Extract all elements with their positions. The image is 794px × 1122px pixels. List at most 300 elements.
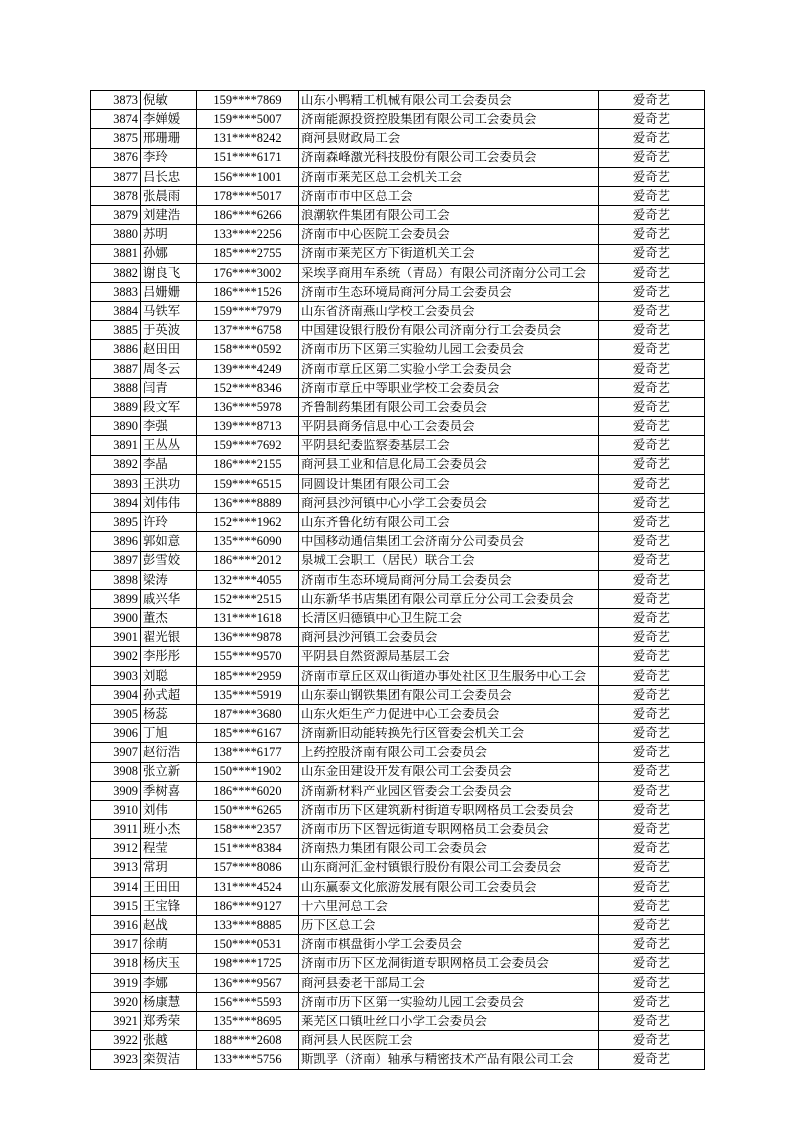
cell-masked-phone: 152****1962 <box>197 513 299 532</box>
cell-organization <box>299 263 599 282</box>
table-row <box>91 282 705 301</box>
cell-organization-text: 商河县委老干部局工会 <box>301 976 425 989</box>
cell-person-name: 马铁军 <box>141 302 197 321</box>
cell-organization-text: 商河县财政局工会 <box>301 132 401 145</box>
cell-platform-tag: 爱奇艺 <box>599 148 705 167</box>
cell-sequence-number: 3913 <box>91 858 141 877</box>
table-row <box>91 935 705 954</box>
cell-masked-phone: 136****5978 <box>197 398 299 417</box>
cell-person-name: 李晶 <box>141 455 197 474</box>
table-row <box>91 91 705 110</box>
cell-masked-phone: 187****3680 <box>197 705 299 724</box>
cell-sequence-number: 3875 <box>91 129 141 148</box>
cell-platform-tag: 爱奇艺 <box>599 685 705 704</box>
cell-person-name: 刘建浩 <box>141 206 197 225</box>
cell-sequence-number: 3888 <box>91 378 141 397</box>
cell-organization-text: 山东齐鲁化纺有限公司工会 <box>301 516 450 529</box>
cell-platform-tag: 爱奇艺 <box>599 1050 705 1069</box>
cell-sequence-number: 3917 <box>91 935 141 954</box>
cell-organization <box>299 839 599 858</box>
cell-organization <box>299 570 599 589</box>
cell-organization <box>299 244 599 263</box>
cell-organization <box>299 532 599 551</box>
table-row <box>91 129 705 148</box>
cell-masked-phone: 159****5007 <box>197 110 299 129</box>
cell-organization-text: 济南市中心医院工会委员会 <box>301 228 450 241</box>
cell-person-name: 杨蕊 <box>141 705 197 724</box>
cell-organization-text: 济南能源投资控股集团有限公司工会委员会 <box>301 113 537 126</box>
cell-person-name: 李强 <box>141 417 197 436</box>
cell-platform-tag: 爱奇艺 <box>599 589 705 608</box>
cell-platform-tag: 爱奇艺 <box>599 743 705 762</box>
cell-organization <box>299 110 599 129</box>
cell-organization <box>299 129 599 148</box>
table-row <box>91 589 705 608</box>
cell-organization <box>299 954 599 973</box>
cell-organization-text: 齐鲁制药集团有限公司工会委员会 <box>301 400 487 414</box>
cell-organization <box>299 666 599 685</box>
table-row <box>91 570 705 589</box>
cell-masked-phone: 156****1001 <box>197 167 299 186</box>
cell-sequence-number: 3900 <box>91 609 141 628</box>
cell-organization-text: 山东新华书店集团有限公司章丘分公司工会委员会 <box>301 592 574 606</box>
cell-organization-text: 历下区总工会 <box>301 918 376 932</box>
table-row <box>91 781 705 800</box>
cell-masked-phone: 186****2155 <box>197 455 299 474</box>
cell-masked-phone: 150****1902 <box>197 762 299 781</box>
cell-masked-phone: 135****6090 <box>197 532 299 551</box>
cell-organization-text: 济南新材料产业园区管委会工会委员会 <box>301 784 512 798</box>
cell-person-name: 赵田田 <box>141 340 197 359</box>
cell-person-name: 杨庆玉 <box>141 954 197 973</box>
cell-organization-text: 济南森峰激光科技股份有限公司工会委员会 <box>301 151 537 164</box>
table-row <box>91 474 705 493</box>
cell-organization-text: 济南市生态环境局商河分局工会委员会 <box>301 573 512 586</box>
cell-person-name: 栾贺洁 <box>141 1050 197 1069</box>
cell-person-name: 苏明 <box>141 225 197 244</box>
cell-platform-tag: 爱奇艺 <box>599 666 705 685</box>
cell-person-name: 李玲 <box>141 148 197 167</box>
cell-platform-tag: 爱奇艺 <box>599 378 705 397</box>
cell-person-name: 周冬云 <box>141 359 197 378</box>
cell-organization-text: 济南市棋盘街小学工会委员会 <box>301 938 463 951</box>
cell-platform-tag: 爱奇艺 <box>599 1012 705 1031</box>
cell-organization-text: 济南市市中区总工会 <box>301 189 413 203</box>
cell-person-name: 程莹 <box>141 839 197 858</box>
cell-sequence-number: 3891 <box>91 436 141 455</box>
cell-sequence-number: 3921 <box>91 1012 141 1031</box>
cell-organization <box>299 820 599 839</box>
cell-sequence-number: 3892 <box>91 455 141 474</box>
cell-organization-text: 十六里河总工会 <box>301 899 388 913</box>
cell-sequence-number: 3911 <box>91 820 141 839</box>
cell-person-name: 刘聪 <box>141 666 197 685</box>
cell-person-name: 张越 <box>141 1031 197 1050</box>
table-row <box>91 455 705 474</box>
cell-organization-text: 济南热力集团有限公司工会委员会 <box>301 842 487 855</box>
table-row <box>91 321 705 340</box>
cell-organization <box>299 167 599 186</box>
table-row <box>91 225 705 244</box>
roster-table-body <box>91 91 705 1070</box>
cell-masked-phone: 186****1526 <box>197 282 299 301</box>
cell-organization <box>299 225 599 244</box>
cell-masked-phone: 151****8384 <box>197 839 299 858</box>
table-row <box>91 705 705 724</box>
cell-platform-tag: 爱奇艺 <box>599 647 705 666</box>
cell-organization-text: 济南市章丘区双山街道办事处社区卫生服务中心工会 <box>301 669 586 682</box>
cell-organization <box>299 743 599 762</box>
cell-masked-phone: 136****9567 <box>197 973 299 992</box>
cell-organization-text: 济南市莱芜区方下街道机关工会 <box>301 247 475 260</box>
table-row <box>91 167 705 186</box>
cell-masked-phone: 137****6758 <box>197 321 299 340</box>
cell-person-name: 王洪功 <box>141 474 197 493</box>
cell-person-name: 王宝锋 <box>141 896 197 915</box>
table-row <box>91 493 705 512</box>
cell-platform-tag: 爱奇艺 <box>599 992 705 1011</box>
table-row <box>91 340 705 359</box>
cell-organization-text: 中国移动通信集团工会济南分公司委员会 <box>301 535 525 548</box>
cell-platform-tag: 爱奇艺 <box>599 513 705 532</box>
table-row <box>91 858 705 877</box>
cell-platform-tag: 爱奇艺 <box>599 705 705 724</box>
table-row <box>91 359 705 378</box>
cell-sequence-number: 3881 <box>91 244 141 263</box>
cell-person-name: 吕长忠 <box>141 167 197 186</box>
cell-masked-phone: 131****8242 <box>197 129 299 148</box>
table-row <box>91 647 705 666</box>
cell-platform-tag: 爱奇艺 <box>599 91 705 110</box>
cell-platform-tag: 爱奇艺 <box>599 781 705 800</box>
cell-person-name: 许玲 <box>141 513 197 532</box>
cell-person-name: 孙娜 <box>141 244 197 263</box>
table-row <box>91 148 705 167</box>
cell-person-name: 常玥 <box>141 858 197 877</box>
cell-masked-phone: 159****7692 <box>197 436 299 455</box>
table-row <box>91 532 705 551</box>
cell-organization <box>299 1050 599 1069</box>
cell-masked-phone: 158****0592 <box>197 340 299 359</box>
table-row <box>91 513 705 532</box>
cell-sequence-number: 3894 <box>91 493 141 512</box>
cell-organization-text: 平阴县自然资源局基层工会 <box>301 650 450 663</box>
cell-masked-phone: 176****3002 <box>197 263 299 282</box>
table-row <box>91 110 705 129</box>
cell-organization-text: 济南市莱芜区总工会机关工会 <box>301 170 463 184</box>
cell-sequence-number: 3890 <box>91 417 141 436</box>
table-row <box>91 186 705 205</box>
cell-sequence-number: 3887 <box>91 359 141 378</box>
cell-platform-tag: 爱奇艺 <box>599 628 705 647</box>
cell-masked-phone: 138****6177 <box>197 743 299 762</box>
cell-sequence-number: 3882 <box>91 263 141 282</box>
cell-organization <box>299 321 599 340</box>
cell-sequence-number: 3889 <box>91 398 141 417</box>
cell-masked-phone: 133****2256 <box>197 225 299 244</box>
cell-sequence-number: 3906 <box>91 724 141 743</box>
cell-organization <box>299 973 599 992</box>
table-row <box>91 1050 705 1069</box>
cell-masked-phone: 185****6167 <box>197 724 299 743</box>
cell-person-name: 王田田 <box>141 877 197 896</box>
cell-sequence-number: 3884 <box>91 302 141 321</box>
cell-masked-phone: 139****8713 <box>197 417 299 436</box>
cell-organization <box>299 1012 599 1031</box>
cell-organization <box>299 206 599 225</box>
cell-person-name: 郑秀荣 <box>141 1012 197 1031</box>
cell-platform-tag: 爱奇艺 <box>599 916 705 935</box>
cell-sequence-number: 3896 <box>91 532 141 551</box>
cell-sequence-number: 3915 <box>91 896 141 915</box>
table-row <box>91 244 705 263</box>
cell-masked-phone: 131****1618 <box>197 609 299 628</box>
cell-organization <box>299 685 599 704</box>
cell-masked-phone: 178****5017 <box>197 186 299 205</box>
cell-platform-tag: 爱奇艺 <box>599 359 705 378</box>
cell-organization-text: 山东赢泰文化旅游发展有限公司工会委员会 <box>301 880 537 893</box>
table-row <box>91 916 705 935</box>
cell-sequence-number: 3922 <box>91 1031 141 1050</box>
cell-platform-tag: 爱奇艺 <box>599 474 705 493</box>
cell-platform-tag: 爱奇艺 <box>599 762 705 781</box>
cell-platform-tag: 爱奇艺 <box>599 417 705 436</box>
cell-organization <box>299 148 599 167</box>
cell-organization <box>299 436 599 455</box>
cell-sequence-number: 3878 <box>91 186 141 205</box>
cell-organization-text: 中国建设银行股份有限公司济南分行工会委员会 <box>301 324 562 337</box>
table-row <box>91 398 705 417</box>
cell-sequence-number: 3886 <box>91 340 141 359</box>
cell-platform-tag: 爱奇艺 <box>599 167 705 186</box>
cell-masked-phone: 150****0531 <box>197 935 299 954</box>
cell-platform-tag: 爱奇艺 <box>599 820 705 839</box>
cell-platform-tag: 爱奇艺 <box>599 973 705 992</box>
cell-person-name: 徐萌 <box>141 935 197 954</box>
cell-person-name: 倪敏 <box>141 91 197 110</box>
cell-sequence-number: 3893 <box>91 474 141 493</box>
cell-masked-phone: 131****4524 <box>197 877 299 896</box>
table-row <box>91 378 705 397</box>
table-row <box>91 436 705 455</box>
cell-organization-text: 商河县沙河镇工会委员会 <box>301 631 438 644</box>
cell-masked-phone: 186****2012 <box>197 551 299 570</box>
cell-organization-text: 商河县人民医院工会 <box>301 1034 413 1047</box>
cell-platform-tag: 爱奇艺 <box>599 186 705 205</box>
cell-organization-text: 平阴县商务信息中心工会委员会 <box>301 420 475 433</box>
cell-masked-phone: 136****8889 <box>197 493 299 512</box>
table-row <box>91 551 705 570</box>
cell-masked-phone: 139****4249 <box>197 359 299 378</box>
cell-sequence-number: 3912 <box>91 839 141 858</box>
cell-sequence-number: 3920 <box>91 992 141 1011</box>
table-row <box>91 417 705 436</box>
cell-person-name: 孙式超 <box>141 685 197 704</box>
table-row <box>91 973 705 992</box>
cell-organization-text: 采埃孚商用车系统（青岛）有限公司济南分公司工会 <box>301 266 586 279</box>
cell-platform-tag: 爱奇艺 <box>599 455 705 474</box>
cell-sequence-number: 3883 <box>91 282 141 301</box>
table-row <box>91 743 705 762</box>
cell-sequence-number: 3897 <box>91 551 141 570</box>
cell-person-name: 邢珊珊 <box>141 129 197 148</box>
cell-sequence-number: 3918 <box>91 954 141 973</box>
table-row <box>91 724 705 743</box>
table-row <box>91 839 705 858</box>
cell-person-name: 翟光银 <box>141 628 197 647</box>
cell-sequence-number: 3877 <box>91 167 141 186</box>
cell-platform-tag: 爱奇艺 <box>599 532 705 551</box>
cell-organization <box>299 762 599 781</box>
cell-organization <box>299 551 599 570</box>
cell-sequence-number: 3908 <box>91 762 141 781</box>
table-row <box>91 800 705 819</box>
table-row <box>91 877 705 896</box>
cell-platform-tag: 爱奇艺 <box>599 398 705 417</box>
cell-organization <box>299 378 599 397</box>
cell-masked-phone: 186****6266 <box>197 206 299 225</box>
cell-organization <box>299 91 599 110</box>
cell-person-name: 彭雪姣 <box>141 551 197 570</box>
cell-sequence-number: 3895 <box>91 513 141 532</box>
cell-masked-phone: 133****8885 <box>197 916 299 935</box>
cell-masked-phone: 185****2755 <box>197 244 299 263</box>
cell-organization <box>299 896 599 915</box>
cell-platform-tag: 爱奇艺 <box>599 340 705 359</box>
cell-organization <box>299 186 599 205</box>
cell-sequence-number: 3916 <box>91 916 141 935</box>
table-row <box>91 896 705 915</box>
cell-organization <box>299 474 599 493</box>
cell-sequence-number: 3873 <box>91 91 141 110</box>
cell-masked-phone: 156****5593 <box>197 992 299 1011</box>
cell-organization-text: 山东泰山钢铁集团有限公司工会委员会 <box>301 688 512 702</box>
cell-platform-tag: 爱奇艺 <box>599 263 705 282</box>
cell-organization-text: 济南市历下区智远街道专职网格员工会委员会 <box>301 823 549 836</box>
cell-organization-text: 莱芜区口镇吐丝口小学工会委员会 <box>301 1014 487 1028</box>
cell-platform-tag: 爱奇艺 <box>599 935 705 954</box>
cell-organization <box>299 609 599 628</box>
cell-organization <box>299 992 599 1011</box>
cell-masked-phone: 151****6171 <box>197 148 299 167</box>
cell-organization <box>299 628 599 647</box>
cell-organization <box>299 1031 599 1050</box>
cell-sequence-number: 3919 <box>91 973 141 992</box>
cell-person-name: 戚兴华 <box>141 589 197 608</box>
cell-organization <box>299 647 599 666</box>
cell-sequence-number: 3876 <box>91 148 141 167</box>
cell-sequence-number: 3880 <box>91 225 141 244</box>
cell-organization <box>299 282 599 301</box>
cell-organization-text: 山东火炬生产力促进中心工会委员会 <box>301 707 500 721</box>
cell-masked-phone: 133****5756 <box>197 1050 299 1069</box>
cell-organization <box>299 302 599 321</box>
cell-platform-tag: 爱奇艺 <box>599 570 705 589</box>
table-row <box>91 685 705 704</box>
cell-sequence-number: 3903 <box>91 666 141 685</box>
cell-platform-tag: 爱奇艺 <box>599 110 705 129</box>
cell-organization-text: 济南市历下区第三实验幼儿园工会委员会 <box>301 343 525 356</box>
cell-person-name: 李婵媛 <box>141 110 197 129</box>
cell-organization-text: 泉城工会职工（居民）联合工会 <box>301 554 475 567</box>
cell-masked-phone: 159****7979 <box>197 302 299 321</box>
cell-organization <box>299 455 599 474</box>
table-row <box>91 628 705 647</box>
cell-sequence-number: 3909 <box>91 781 141 800</box>
cell-person-name: 李娜 <box>141 973 197 992</box>
cell-organization-text: 商河县沙河镇中心小学工会委员会 <box>301 496 487 510</box>
cell-sequence-number: 3904 <box>91 685 141 704</box>
cell-platform-tag: 爱奇艺 <box>599 302 705 321</box>
cell-person-name: 张晨雨 <box>141 186 197 205</box>
cell-sequence-number: 3905 <box>91 705 141 724</box>
cell-organization-text: 山东省济南燕山学校工会委员会 <box>301 304 475 318</box>
cell-organization-text: 济南市历下区龙洞街道专职网格员工会委员会 <box>301 957 549 970</box>
table-row <box>91 820 705 839</box>
cell-organization-text: 商河县工业和信息化局工会委员会 <box>301 458 487 471</box>
cell-sequence-number: 3885 <box>91 321 141 340</box>
cell-organization-text: 山东金田建设开发有限公司工会委员会 <box>301 765 512 778</box>
cell-organization <box>299 417 599 436</box>
cell-sequence-number: 3899 <box>91 589 141 608</box>
cell-platform-tag: 爱奇艺 <box>599 244 705 263</box>
cell-organization <box>299 359 599 378</box>
cell-organization <box>299 589 599 608</box>
cell-masked-phone: 186****6020 <box>197 781 299 800</box>
cell-organization <box>299 877 599 896</box>
cell-platform-tag: 爱奇艺 <box>599 896 705 915</box>
cell-masked-phone: 157****8086 <box>197 858 299 877</box>
cell-sequence-number: 3901 <box>91 628 141 647</box>
roster-table <box>90 90 705 1070</box>
cell-sequence-number: 3914 <box>91 877 141 896</box>
cell-masked-phone: 135****8695 <box>197 1012 299 1031</box>
cell-person-name: 班小杰 <box>141 820 197 839</box>
cell-person-name: 王丛丛 <box>141 436 197 455</box>
cell-masked-phone: 186****9127 <box>197 896 299 915</box>
cell-organization <box>299 724 599 743</box>
cell-masked-phone: 155****9570 <box>197 647 299 666</box>
table-row <box>91 954 705 973</box>
cell-organization-text: 平阴县纪委监察委基层工会 <box>301 439 450 452</box>
cell-platform-tag: 爱奇艺 <box>599 609 705 628</box>
cell-person-name: 段文军 <box>141 398 197 417</box>
cell-platform-tag: 爱奇艺 <box>599 436 705 455</box>
cell-masked-phone: 136****9878 <box>197 628 299 647</box>
cell-person-name: 刘伟 <box>141 800 197 819</box>
cell-platform-tag: 爱奇艺 <box>599 321 705 340</box>
cell-person-name: 吕姗姗 <box>141 282 197 301</box>
cell-person-name: 郭如意 <box>141 532 197 551</box>
cell-organization <box>299 781 599 800</box>
cell-masked-phone: 152****2515 <box>197 589 299 608</box>
cell-platform-tag: 爱奇艺 <box>599 877 705 896</box>
cell-organization <box>299 398 599 417</box>
cell-masked-phone: 188****2608 <box>197 1031 299 1050</box>
cell-person-name: 李彤彤 <box>141 647 197 666</box>
cell-masked-phone: 198****1725 <box>197 954 299 973</box>
cell-person-name: 董杰 <box>141 609 197 628</box>
table-row <box>91 1012 705 1031</box>
cell-person-name: 丁旭 <box>141 724 197 743</box>
cell-organization-text: 斯凯孚（济南）轴承与精密技术产品有限公司工会 <box>301 1053 574 1066</box>
cell-organization-text: 济南市章丘区第二实验小学工会委员会 <box>301 362 512 375</box>
cell-platform-tag: 爱奇艺 <box>599 225 705 244</box>
table-row <box>91 263 705 282</box>
cell-person-name: 张立新 <box>141 762 197 781</box>
table-row <box>91 1031 705 1050</box>
cell-person-name: 于英波 <box>141 321 197 340</box>
